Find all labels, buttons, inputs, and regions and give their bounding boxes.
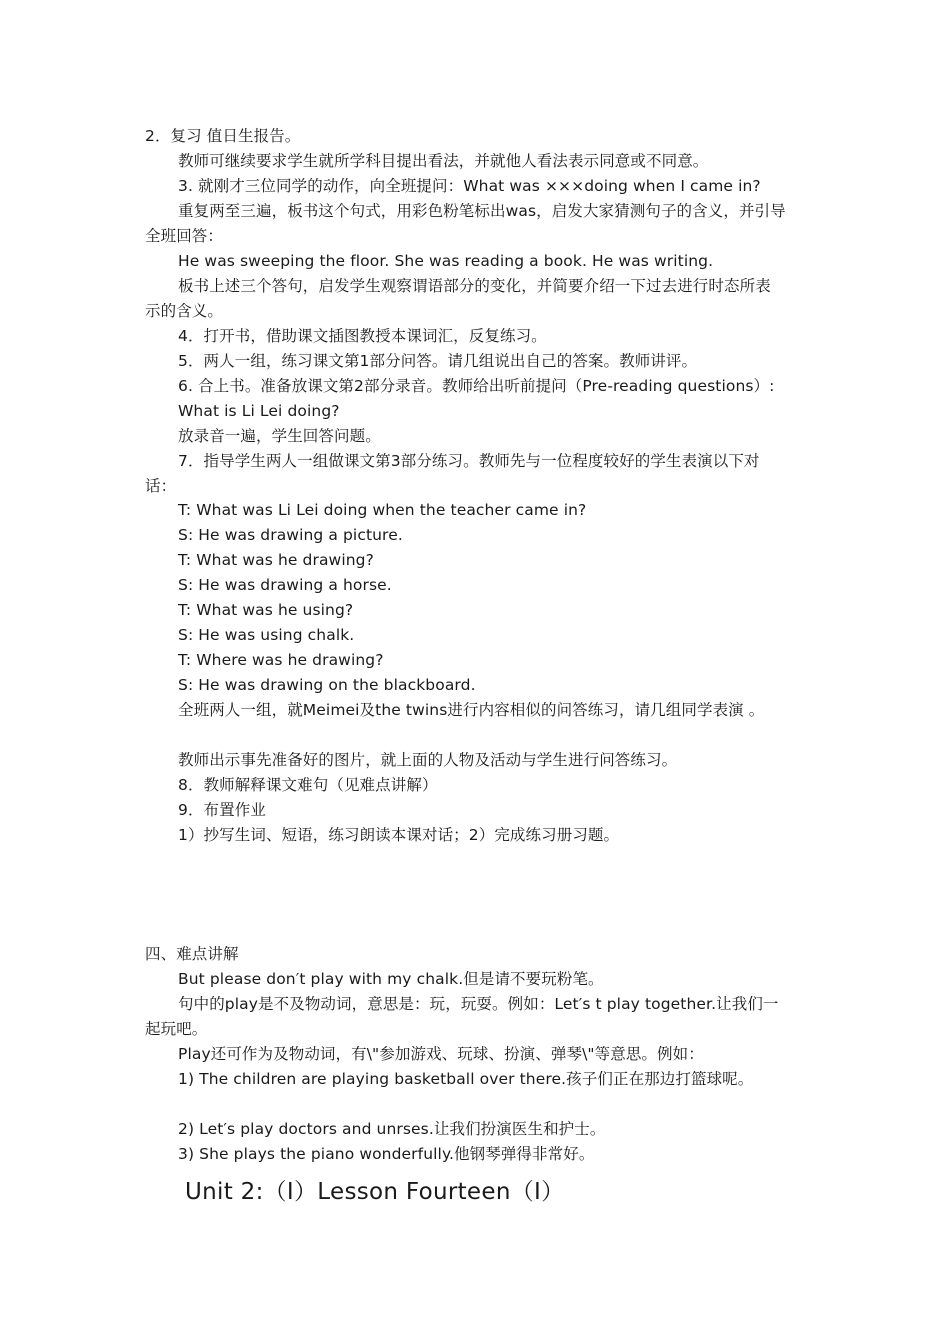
text-line: 全班回答： xyxy=(145,227,224,245)
text-line: 6. 合上书。准备放课文第2部分录音。教师给出听前提问（Pre-reading questions）: xyxy=(178,377,775,395)
text-line: He was sweeping the floor. She was reading a book. He was writing. xyxy=(178,252,714,270)
dialogue-line: T: Where was he drawing? xyxy=(178,651,384,669)
text-line: 1）抄写生词、短语，练习朗读本课对话；2）完成练习册习题。 xyxy=(178,826,620,844)
dialogue-line: S: He was using chalk. xyxy=(178,626,355,644)
text-line: 7．指导学生两人一组做课文第3部分练习。教师先与一位程度较好的学生表演以下对 xyxy=(178,452,760,470)
dialogue-line: S: He was drawing a picture. xyxy=(178,526,403,544)
text-line: 全班两人一组，就Meimei及the twins进行内容相似的问答练习，请几组同学表演 。 xyxy=(178,701,765,719)
text-line: 2．复习 值日生报告。 xyxy=(145,127,301,145)
text-line: 放录音一遍，学生回答问题。 xyxy=(178,427,381,445)
text-line: 教师可继续要求学生就所学科目提出看法，并就他人看法表示同意或不同意。 xyxy=(178,152,709,170)
text-line: 起玩吧。 xyxy=(145,1020,208,1038)
section-heading: 四、难点讲解 xyxy=(145,945,239,963)
text-line: But please don′t play with my chalk.但是请不要玩粉笔。 xyxy=(178,970,604,988)
dialogue-line: T: What was Li Lei doing when the teacher came in? xyxy=(178,501,587,519)
text-line: What is Li Lei doing? xyxy=(178,402,340,420)
dialogue-line: T: What was he drawing? xyxy=(178,551,374,569)
text-line: 话： xyxy=(145,477,177,495)
text-line: 教师出示事先准备好的图片，就上面的人物及活动与学生进行问答练习。 xyxy=(178,751,678,769)
text-line: 句中的play是不及物动词，意思是：玩，玩耍。例如：Let′s t play together.让我们一 xyxy=(178,995,779,1013)
dialogue-line: S: He was drawing a horse. xyxy=(178,576,392,594)
example-line: 3) She plays the piano wonderfully.他钢琴弹得非常好。 xyxy=(178,1145,595,1163)
text-line: 5．两人一组，练习课文第1部分问答。请几组说出自己的答案。教师讲评。 xyxy=(178,352,698,370)
text-line: 4．打开书，借助课文插图教授本课词汇，反复练习。 xyxy=(178,327,547,345)
example-line: 1) The children are playing basketball over there.孩子们正在那边打篮球呢。 xyxy=(178,1070,754,1088)
dialogue-line: S: He was drawing on the blackboard. xyxy=(178,676,476,694)
text-line: 8．教师解释课文难句（见难点讲解） xyxy=(178,776,438,794)
unit-heading: Unit 2:（Ⅰ）Lesson Fourteen（Ⅰ） xyxy=(185,1179,565,1205)
example-line: 2) Let′s play doctors and unrses.让我们扮演医生和护士。 xyxy=(178,1120,606,1138)
text-line: 示的含义。 xyxy=(145,302,224,320)
text-line: 重复两至三遍，板书这个句式，用彩色粉笔标出was，启发大家猜测句子的含义，并引导 xyxy=(178,202,786,220)
text-line: Play还可作为及物动词，有\"参加游戏、玩球、扮演、弹琴\"等意思。例如： xyxy=(178,1045,704,1063)
text-line: 3. 就刚才三位同学的动作，向全班提问：What was ×××doing when I came in? xyxy=(178,177,761,195)
dialogue-line: T: What was he using? xyxy=(178,601,354,619)
text-line: 9．布置作业 xyxy=(178,801,266,819)
text-line: 板书上述三个答句，启发学生观察谓语部分的变化，并简要介绍一下过去进行时态所表 xyxy=(178,277,771,295)
